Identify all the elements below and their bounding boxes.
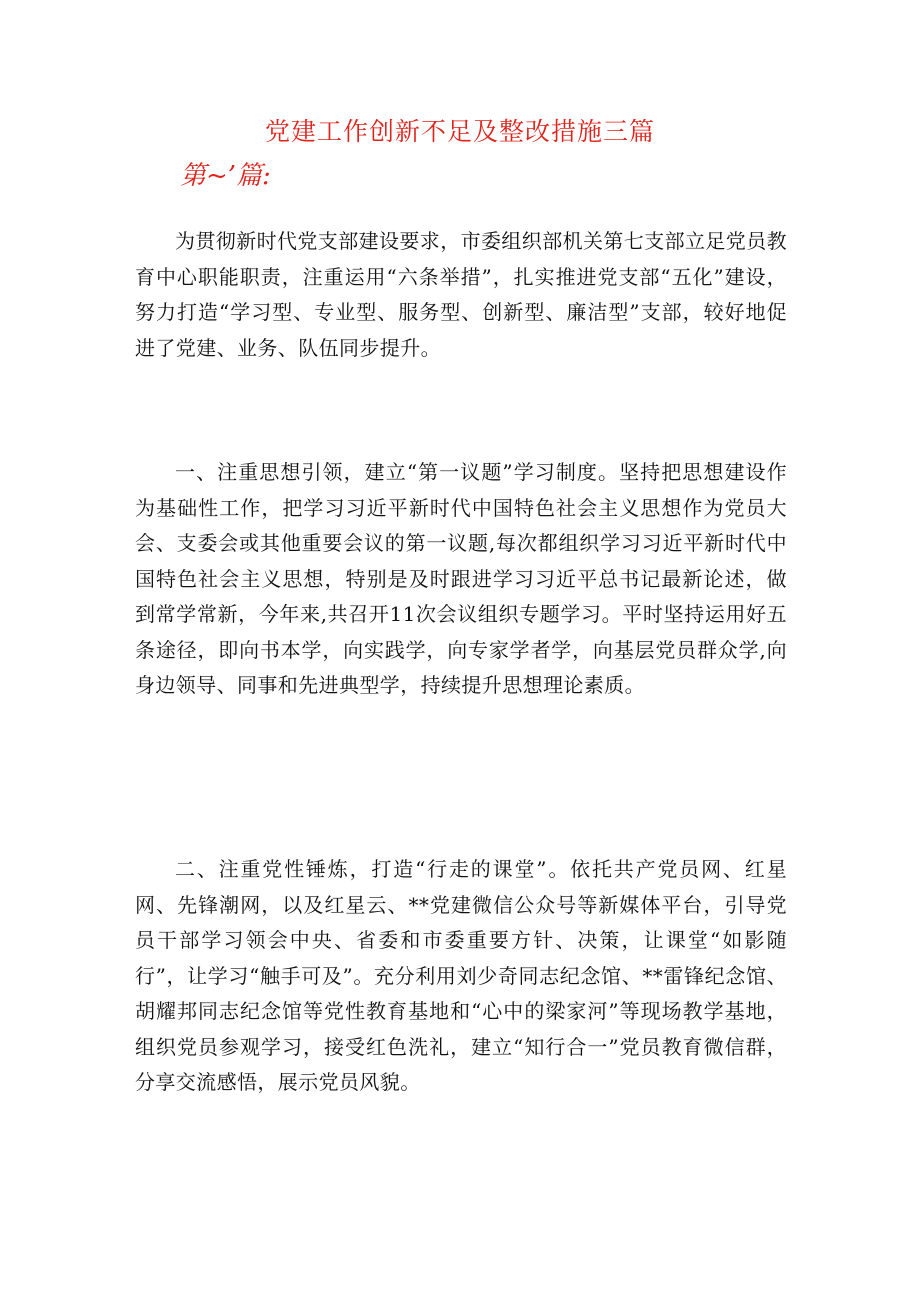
document-title: 党建工作创新不足及整改措施三篇 bbox=[264, 117, 655, 146]
paragraph-intro: 为贯彻新时代党支部建设要求，市委组织部机关第七支部立足党员教育中心职能职责，注重运用“六条举措”，扎实推进党支部“五化”建设，努力打造“学习型、专业型、服务型、创新型、廉洁型”支部，较好地促进了党建、业务、队伍同步提升。 bbox=[135, 229, 787, 360]
paragraph-item-one: 一、注重思想引领，建立“第一议题”学习制度。坚持把思想建设作为基础性工作，把学习习近平新时代中国特色社会主义思想作为党员大会、支委会或其他重要会议的第一议题,每次都组织学习习近平新时代中国特色社会主义思想，特别是及时跟进学习习近平总书记最新论述，做到常学常新，今年来,共召开11次会议组织专题学习。平时坚持运用好五条途径，即向书本学，向实践学，向专家学者学，向基层党员群众学,向身边领导、同事和先进典型学，持续提升思想理论素质。 bbox=[135, 460, 787, 697]
section-heading: 第~’篇: bbox=[180, 161, 271, 191]
paragraph-item-two: 二、注重党性锤炼，打造“行走的课堂”。依托共产党员网、红星网、先锋潮网，以及红星云、**党建微信公众号等新媒体平台，引导党员干部学习领会中央、省委和市委重要方针、决策，让课堂“如影随行”，让学习“触手可及”。充分利用刘少奇同志纪念馆、**雷锋纪念馆、胡耀邦同志纪念馆等党性教育基地和“心中的梁家河”等现场教学基地，组织党员参观学习，接受红色洗礼，建立“知行合一”党员教育微信群，分享交流感悟，展示党员风貌。 bbox=[135, 857, 787, 1094]
